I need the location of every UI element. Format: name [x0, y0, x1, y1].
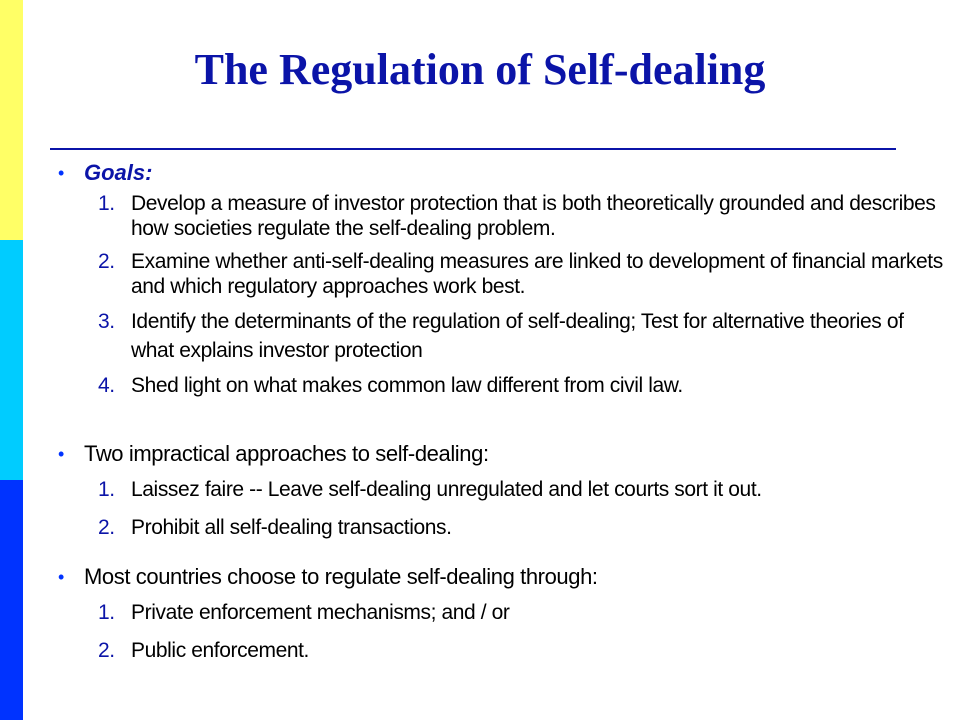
item-number: 1.: [98, 601, 115, 624]
list-item: [58, 515, 948, 540]
list-item: [58, 249, 948, 299]
item-text: Shed light on what makes common law different from civil law.: [131, 374, 683, 397]
title-underline: [50, 148, 896, 150]
bullet-dot-icon: •: [58, 567, 64, 587]
bullet-dot-icon: •: [58, 163, 65, 183]
list-item: [58, 638, 948, 663]
side-bar-yellow: [0, 0, 23, 240]
item-text: Private enforcement mechanisms; and / or: [131, 601, 510, 624]
item-number: 1.: [98, 478, 115, 501]
side-bar-cyan: [0, 240, 23, 480]
item-number: 1.: [98, 192, 115, 215]
impractical-list: [58, 477, 948, 540]
item-number: 2.: [98, 516, 115, 539]
item-text: Develop a measure of investor protection that is both theoretically grounded and describes how societies regulate the self-dealing problem.: [131, 192, 936, 240]
item-text: Examine whether anti-self-dealing measures are linked to development of financial markets and which regulatory approaches work best.: [131, 250, 943, 298]
list-item: [58, 477, 948, 502]
item-text: Identify the determinants of the regulation of self-dealing; Test for alternative theories of what explains investor protection: [131, 310, 904, 362]
item-number: 3.: [98, 310, 115, 333]
goals-list: [58, 191, 948, 398]
list-item: [58, 191, 948, 241]
item-number: 4.: [98, 374, 115, 397]
item-text: Prohibit all self-dealing transactions.: [131, 516, 452, 539]
bullet-regulate: [58, 562, 948, 592]
slide-title: The Regulation of Self-dealing: [194, 45, 766, 94]
bullet-dot-icon: •: [58, 444, 64, 464]
item-number: 2.: [98, 250, 115, 273]
bullet-goals: [58, 158, 948, 188]
item-number: 2.: [98, 639, 115, 662]
regulate-heading: Most countries choose to regulate self-dealing through:: [84, 564, 598, 589]
list-item: [58, 373, 948, 398]
goals-heading: Goals:: [84, 160, 153, 185]
list-item: [58, 600, 948, 625]
bullet-impractical: [58, 439, 948, 469]
impractical-heading: Two impractical approaches to self-dealing:: [84, 441, 489, 466]
item-text: Laissez faire -- Leave self-dealing unregulated and let courts sort it out.: [131, 478, 762, 501]
slide-body: [58, 154, 948, 663]
side-bar-blue: [0, 480, 23, 720]
regulate-list: [58, 600, 948, 663]
item-text: Public enforcement.: [131, 639, 309, 662]
list-item: [58, 307, 948, 365]
